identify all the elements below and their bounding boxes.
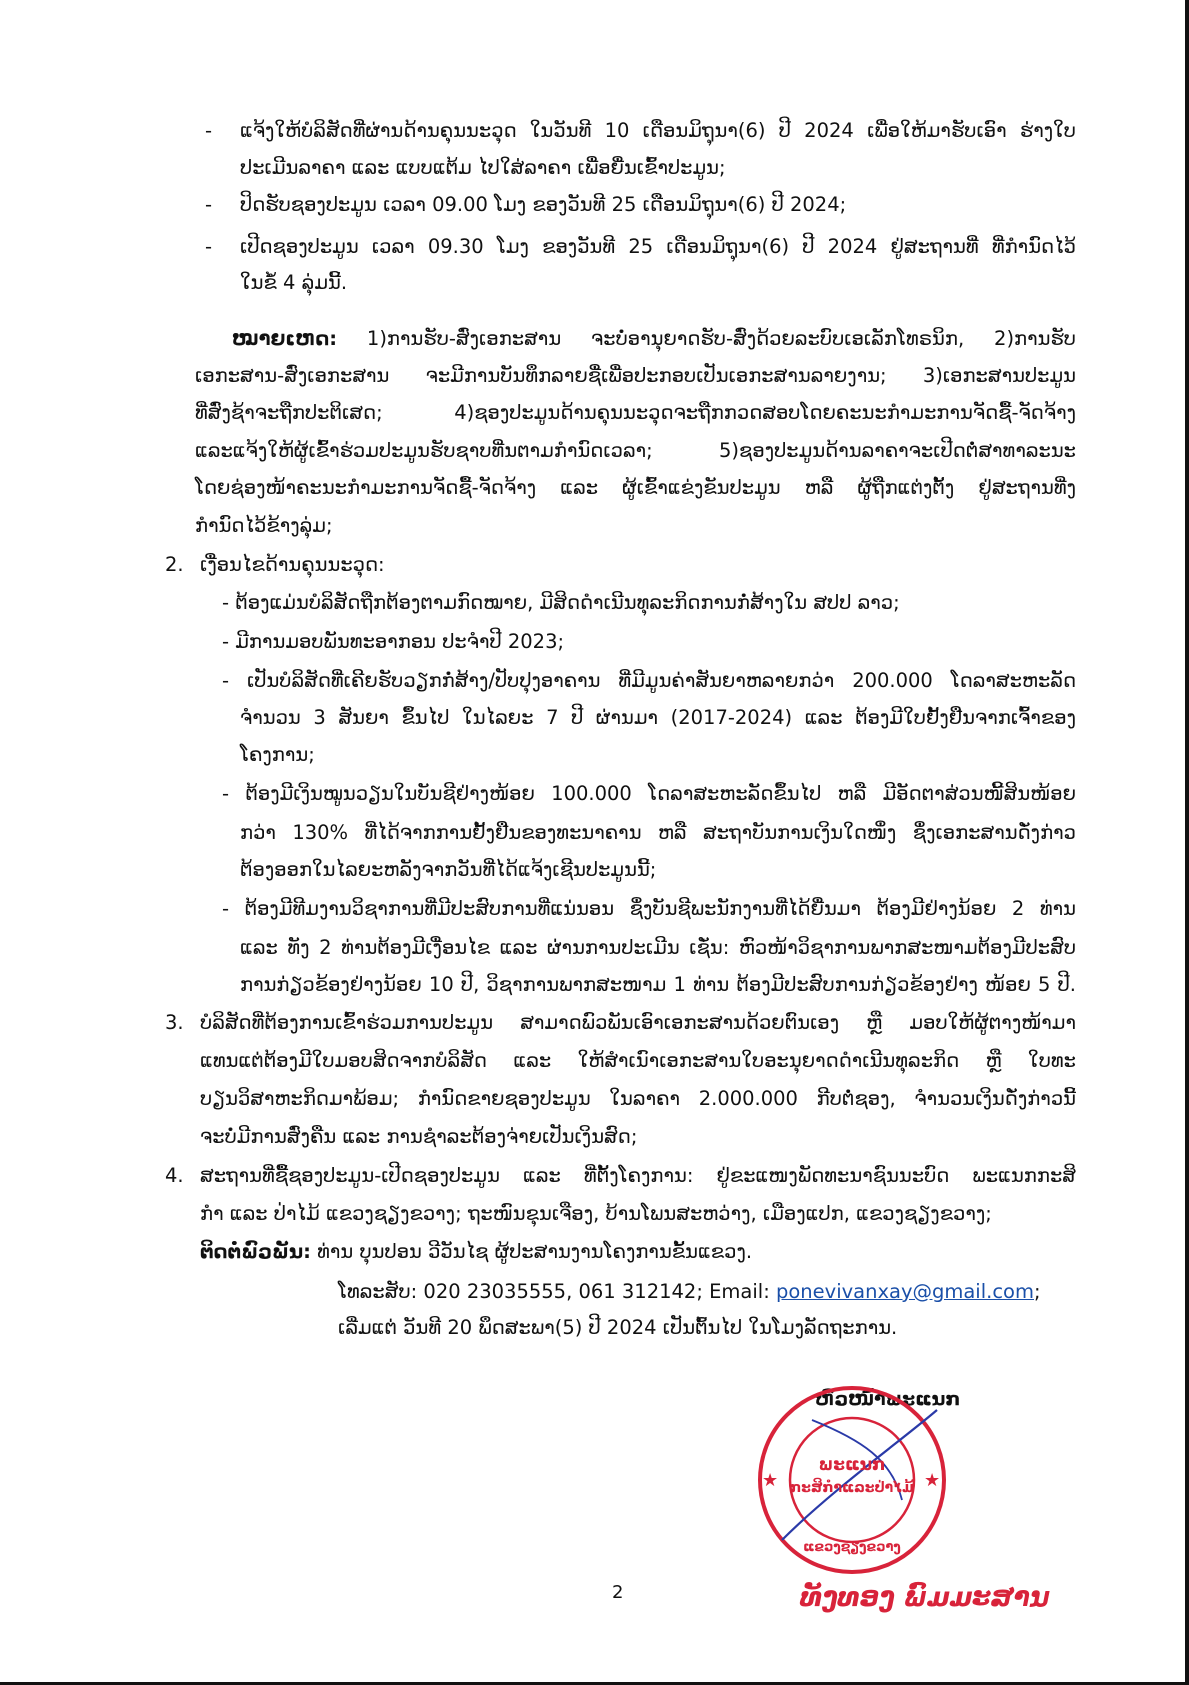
section-2-item-3-line-2: ຈຳນວນ 3 ສັນຍາ ຂຶ້ນໄປ ໃນໄລຍະ 7 ປີ ຜ່ານມາ (2017-2024) ແລະ ຕ້ອງມີໃບຢັ້ງຢືນຈາກເຈົ້າຂອງ: [240, 706, 1076, 729]
note-line-4: ແລະແຈ້ງໃຫ້ຜູ້ເຂົ້າຮ່ວມປະມູນຮັບຊາບທີ່ນຕາມກຳນົດເວລາ; 5)ຊອງປະມູນດ້ານລາຄາຈະເປີດຕໍ່ສາທາລະນະ: [195, 439, 1076, 462]
note-line-5: ໂດຍຊ່ອງໜ້າຄະນະກຳມະການຈັດຊື້-ຈັດຈ້າງ ແລະ ຜູ້ເຂົ້າແຂ່ງຂັນປະມູນ ຫລື ຜູ້ຖືກແຕ່ງຕັ້ງ ຢູ່ສະຖານທີ່ງ: [195, 476, 1076, 499]
section-3-number: 3.: [165, 1011, 184, 1034]
section-2-item-4-line-1: - ຕ້ອງມີເງິນໝູນວຽນໃນບັນຊີຢ່າງໜ້ອຍ 100.000 ໂດລາສະຫະລັດຂຶ້ນໄປ ຫລື ມີອັດຕາສ່ວນໜີ້ສິນໜ້ອຍ: [222, 782, 1076, 805]
section-4-contact: [200, 1237, 752, 1267]
note-line-1: [232, 324, 1076, 354]
bullet-dash: -: [205, 119, 213, 142]
stamp-line-2: ກະສິກຳແລະປ່າໄມ້: [790, 1480, 914, 1496]
section-2-item-4-line-3: ຕ້ອງອອກໃນໄລຍະຫລັງຈາກວັນທີ່ໄດ້ແຈ້ງເຊີນປະມູນນີ້;: [240, 858, 657, 881]
bullet-1-line-2: ປະເມີນລາຄາ ແລະ ແບບແຕ້ມ ໄປໃສ່ລາຄາ ເພື່ອຍື່ນເຂົ້າປະມູນ;: [240, 156, 726, 179]
section-2-item-5-line-3: ການກ່ຽວຂ້ອງຢ່າງນ້ອຍ 10 ປີ, ວິຊາການພາກສະໜາມ 1 ທ່ານ ຕ້ອງມີປະສົບການກ່ຽວຂ້ອງຢ່າງ ໜ້ອຍ 5 ປີ.: [240, 973, 1076, 996]
email-suffix: ;: [1034, 1280, 1041, 1303]
section-2-number: 2.: [165, 553, 184, 576]
bullet-3-line-2: ໃນຂໍ້ 4 ລຸ່ມນີ້.: [240, 271, 348, 294]
section-4-line-1: ສະຖານທີ່ຊື້ຊອງປະມູນ-ເປີດຊອງປະມູນ ແລະ ທີ່ຕັ້ງໂຄງການ: ຢູ່ຂະແໜງພັດທະນາຊົນນະບົດ ພະແນກກະສິ: [200, 1164, 1076, 1187]
note-line-2: ເອກະສານ-ສົ່ງເອກະສານ ຈະມີການບັນທຶກລາຍຊື່ເພື່ອປະກອບເປັນເອກະສານລາຍງານ; 3)ເອກະສານປະມູນ: [195, 364, 1076, 387]
page-border-right: [1185, 0, 1189, 1685]
note-line-6: ກຳນົດໄວ້ຂ້າງລຸ່ມ;: [195, 514, 333, 537]
section-3-line-4: ຈະບໍ່ມີການສົ່ງຄືນ ແລະ ການຊຳລະຕ້ອງຈ່າຍເປັນເງິນສົດ;: [200, 1125, 638, 1148]
signature-title: ຫົວໜ້າພະແນກ: [815, 1388, 961, 1410]
section-2-item-5-line-1: - ຕ້ອງມີທີມງານວິຊາການທີ່ມີປະສົບການທີ່ແນ່ນອນ ຊຶ່ງບັນຊີພະນັກງານທີ່ໄດ້ຍື່ນມາ ຕ້ອງມີຢ່າງນ້ອຍ 2 ທ່ານ: [222, 897, 1076, 920]
section-2-item-5-line-2: ແລະ ທັງ 2 ທ່ານຕ້ອງມີເງື່ອນໄຂ ແລະ ຜ່ານການປະເມີນ ເຊັ່ນ: ຫົວໜ້າວິຊາການພາກສະໜາມຕ້ອງມີປະສົບ: [240, 936, 1076, 959]
section-2-item-3-line-3: ໂຄງການ;: [240, 743, 315, 766]
note-text-1: 1)ການຮັບ-ສົ່ງເອກະສານ ຈະບໍ່ອານຸຍາດຮັບ-ສົ່ງດ້ວຍລະບົບເອເລັກໂທຣນິກ, 2)ການຮັບ: [366, 327, 1076, 350]
bullet-dash: -: [205, 235, 213, 258]
phone-text: ໂທລະສັບ: 020 23035555, 061 312142; Email:: [338, 1280, 776, 1303]
email-link[interactable]: ponevivanxay@gmail.com: [775, 1280, 1034, 1303]
stamp-ring-text: ແຂວງຊຽງຂວາງ: [803, 1540, 901, 1555]
bullet-1-line-1: ແຈ້ງໃຫ້ບໍລິສັດທີ່ຜ່ານດ້ານຄຸນນະວຸດ ໃນວັນທີ 10 ເດືອນມິຖຸນາ(6) ປີ 2024 ເພື່ອໃຫ້ມາຮັບເອົາ ຮ່າງໃບ: [240, 119, 1076, 142]
section-2-item-2: - ມີການມອບພັນທະອາກອນ ປະຈຳປີ 2023;: [222, 630, 565, 653]
page-number: 2: [612, 1582, 624, 1603]
section-3-line-1: ບໍລິສັດທີ່ຕ້ອງການເຂົ້າຮ່ວມການປະມູນ ສາມາດພົວພັນເອົາເອກະສານດ້ວຍຕົນເອງ ຫຼື ມອບໃຫ້ຜູ້ຕາງໜ້າມາ: [200, 1011, 1076, 1034]
svg-text:★: ★: [762, 1470, 779, 1491]
phone-line: [338, 1277, 1041, 1307]
contact-text: ທ່ານ ບຸນປອນ ວີວັນໄຊ ຜູ້ປະສານງານໂຄງການຂັ້ນແຂວງ.: [317, 1240, 753, 1263]
note-label: ໝາຍເຫດ:: [232, 327, 338, 350]
contact-label: ຕິດຕໍ່ພົວພັນ:: [200, 1240, 311, 1263]
start-date-line: ເລີ່ມແຕ່ ວັນທີ 20 ພຶດສະພາ(5) ປີ 2024 ເປັນຕົ້ນໄປ ໃນໂມງລັດຖະການ.: [338, 1316, 898, 1339]
section-2-item-1: - ຕ້ອງແມ່ນບໍລິສັດຖືກຕ້ອງຕາມກົດໝາຍ, ມີສິດດຳເນີນທຸລະກິດການກໍ່ສ້າງໃນ ສປປ ລາວ;: [222, 591, 900, 614]
svg-text:★: ★: [924, 1470, 941, 1491]
section-4-line-2: ກຳ ແລະ ປ່າໄມ້ ແຂວງຊຽງຂວາງ; ຖະໜົນຂຸນເຈືອງ, ບ້ານໂພນສະຫວ່າງ, ເມືອງແປກ, ແຂວງຊຽງຂວາງ;: [200, 1202, 992, 1225]
section-2-item-3-line-1: - ເປັນບໍລິສັດທີ່ເຄີຍຮັບວຽກກໍ່ສ້າງ/ປັບປຸງອາຄານ ທີ່ມີມູນຄ່າສັນຍາຫລາຍກວ່າ 200.000 ໂດລາສະຫະລັດ: [222, 669, 1076, 692]
note-line-3: ທີ່ສົ່ງຊ້າຈະຖືກປະຕິເສດ; 4)ຊອງປະມູນດ້ານຄຸນນະວຸດຈະຖືກກວດສອບໂດຍຄະນະກຳມະການຈັດຊື້-ຈັດຈ້າງ: [195, 401, 1076, 424]
section-3-line-3: ບຽນວິສາຫະກິດມາພ້ອມ; ກຳນົດຂາຍຊອງປະມູນ ໃນລາຄາ 2.000.000 ກີບຕໍ່ຊອງ, ຈຳນວນເງິນດັ່ງກ່າວນີ້: [200, 1087, 1076, 1110]
signatory-name: ທັງທອງ ພົມມະສານ: [800, 1582, 1050, 1613]
section-3-line-2: ແທນແຕ່ຕ້ອງມີໃບມອບສິດຈາກບໍລິສັດ ແລະ ໃຫ້ສຳເນົາເອກະສານໃບອະນຸຍາດດຳເນີນທຸລະກິດ ຫຼື ໃບທະ: [200, 1049, 1076, 1072]
bullet-2-line-1: ປິດຮັບຊອງປະມູນ ເວລາ 09.00 ໂມງ ຂອງວັນທີ 25 ເດືອນມິຖຸນາ(6) ປີ 2024;: [240, 193, 847, 216]
bullet-dash: -: [205, 193, 213, 216]
official-stamp: [752, 1380, 952, 1580]
section-4-number: 4.: [165, 1164, 184, 1187]
section-2-item-4-line-2: ກວ່າ 130% ທີ່ໄດ້ຈາກການຢັ້ງຢືນຂອງທະນາຄານ ຫລື ສະຖາບັນການເງິນໃດໜຶ່ງ ຊຶ່ງເອກະສານດັ່ງກ່າວ: [240, 821, 1076, 844]
section-2-title: ເງື່ອນໄຂດ້ານຄຸນນະວຸດ:: [200, 553, 385, 576]
bullet-3-line-1: ເປີດຊອງປະມູນ ເວລາ 09.30 ໂມງ ຂອງວັນທີ 25 ເດືອນມິຖຸນາ(6) ປີ 2024 ຢູ່ສະຖານທີ່ ທີ່ກຳນົດໄວ້: [240, 235, 1076, 258]
stamp-line-1: ພະແນກ: [818, 1455, 886, 1475]
